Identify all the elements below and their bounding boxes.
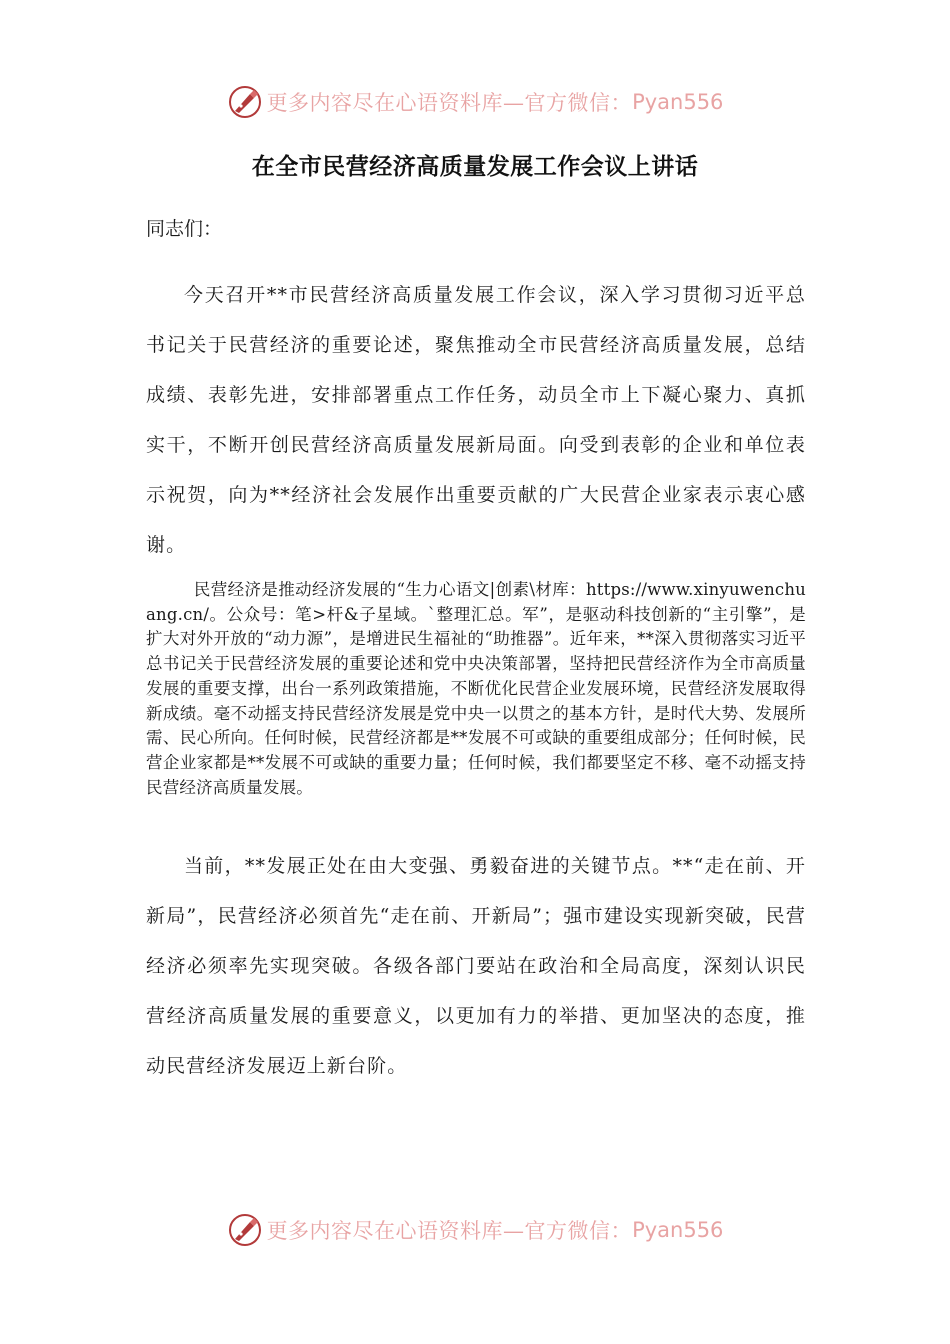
watermark-text: 更多内容尽在心语资料库—官方微信： <box>266 91 633 115</box>
salutation: 同志们： <box>146 218 223 240</box>
watermark-text: 更多内容尽在心语资料库—官方微信： <box>266 1219 633 1243</box>
document-title: 在全市民营经济高质量发展工作会议上讲话 <box>251 154 699 180</box>
footer-watermark <box>0 1208 950 1252</box>
body-paragraph-2: 民营经济是推动经济发展的“生力心语文|创素\材库：https://www.xinyuwenchuang.cn/。公众号：笔>杆&子星域。`整理汇总。军”，是驱动科技创新的“主引擎”，是扩大对外开放的“动力源”，是增进民生福祉的“助推器”。近年来，**深入贯彻落实习近平总书记关于民营经济发展的重要论述和党中央决策部署，坚持把民营经济作为全市高质量发展的重要支撑，出台一系列政策措施，不断优化民营企业发展环境，民营经济发展取得新成绩。毫不动摇支持民营经济发展是党中央一以贯之的基本方针，是时代大势、发展所需、民心所向。任何时候，民营经济都是**发展不可或缺的重要组成部分；任何时候，民营企业家都是**发展不可或缺的重要力量；任何时候，我们都要坚定不移、毫不动摇支持民营经济高质量发展。 <box>146 580 806 797</box>
header-watermark <box>0 80 950 124</box>
watermark-wechat-id: Pyan556 <box>632 1218 724 1242</box>
pen-nib-logo-icon <box>227 1212 263 1248</box>
watermark-wechat-id: Pyan556 <box>632 90 724 114</box>
pen-nib-logo-icon <box>227 84 263 120</box>
body-paragraph-1: 今天召开**市民营经济高质量发展工作会议，深入学习贯彻习近平总书记关于民营经济的重要论述，聚焦推动全市民营经济高质量发展，总结成绩、表彰先进，安排部署重点工作任务，动员全市上下凝心聚力、真抓实干，不断开创民营经济高质量发展新局面。向受到表彰的企业和单位表示祝贺，向为**经济社会发展作出重要贡献的广大民营企业家表示衷心感谢。 <box>146 284 806 556</box>
body-paragraph-3: 当前，**发展正处在由大变强、勇毅奋进的关键节点。**“走在前、开新局”，民营经济必须首先“走在前、开新局”；强市建设实现新突破，民营经济必须率先实现突破。各级各部门要站在政治和全局高度，深刻认识民营经济高质量发展的重要意义，以更加有力的举措、更加坚决的态度，推动民营经济发展迈上新台阶。 <box>146 855 806 1077</box>
